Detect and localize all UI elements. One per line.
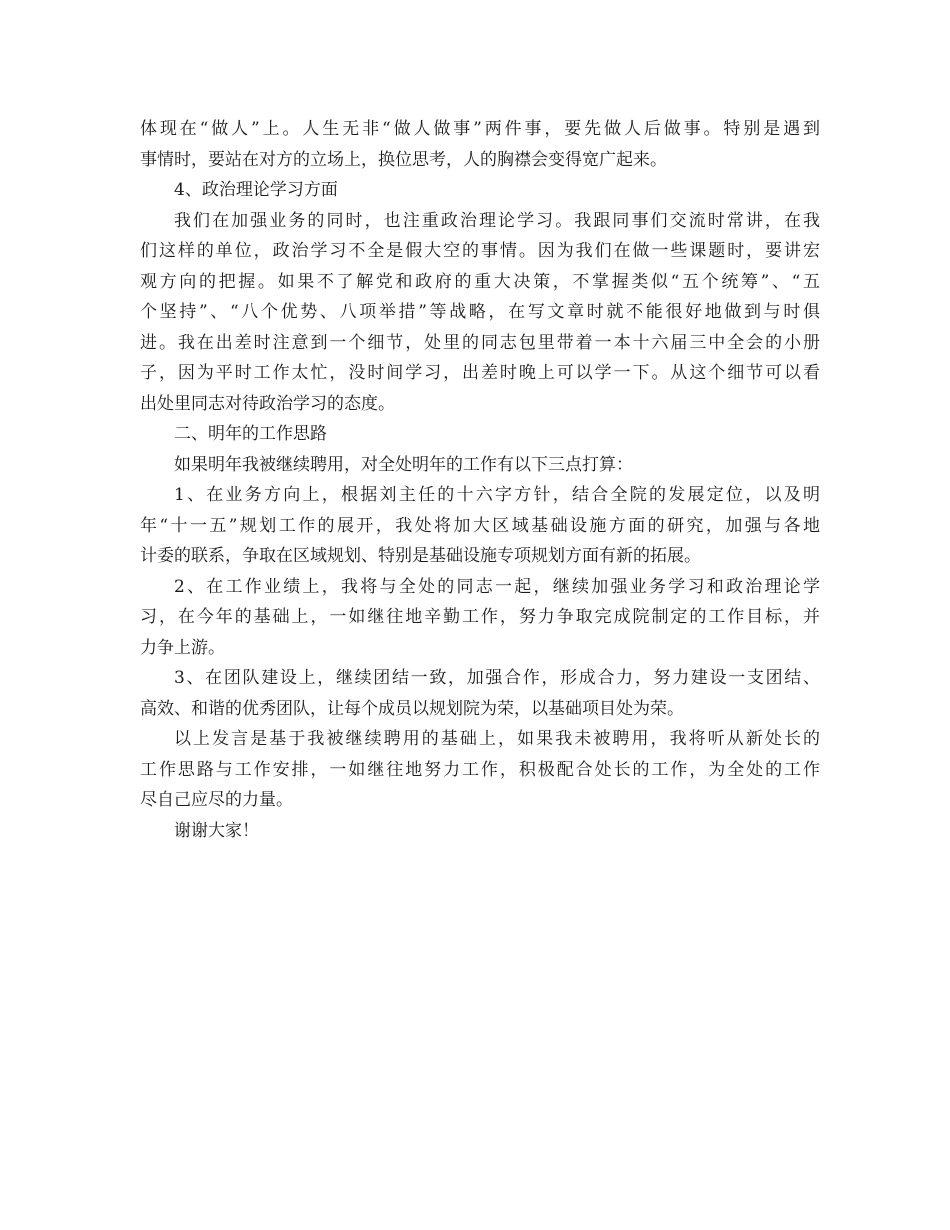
- text-line: 进。我在出差时注意到一个细节，处里的同志包里带着一本十六届三中全会的小册: [140, 332, 820, 353]
- text-line: 体现在“做人”上。人生无非“做人做事”两件事，要先做人后做事。特别是遇到: [140, 119, 820, 139]
- text-line: 我们在加强业务的同时，也注重政治理论学习。我跟同事们交流时常讲，在我: [174, 210, 820, 231]
- text-line: 子，因为平时工作太忙，没时间学习，出差时晚上可以学一下。从这个细节可以看: [140, 363, 820, 383]
- text-line: 如果明年我被继续聘用，对全处明年的工作有以下三点打算：: [174, 454, 633, 475]
- closing-line: 谢谢大家！: [174, 820, 259, 841]
- text-line: 计委的联系，争取在区域规划、特别是基础设施专项规划方面有新的拓展。: [140, 546, 701, 566]
- text-line: 习，在今年的基础上，一如继往地辛勤工作，努力争取完成院制定的工作目标，并: [140, 607, 820, 627]
- text-line: 工作思路与工作安排，一如继往地努力工作，积极配合处长的工作，为全处的工作: [140, 759, 820, 780]
- document-body: [140, 114, 820, 846]
- text-line: 高效、和谐的优秀团队，让每个成员以规划院为荣，以基础项目处为荣。: [140, 698, 684, 719]
- section-heading: 二、明年的工作思路: [174, 424, 327, 444]
- text-line: 们这样的单位，政治学习不全是假大空的事情。因为我们在做一些课题时，要讲宏: [140, 241, 820, 261]
- text-line: 出处里同志对待政治学习的态度。: [140, 393, 395, 414]
- text-line: 年“十一五”规划工作的展开，我处将加大区域基础设施方面的研究，加强与各地: [140, 515, 820, 536]
- text-line: 以上发言是基于我被继续聘用的基础上，如果我未被聘用，我将听从新处长的: [174, 729, 820, 749]
- text-line: 力争上游。: [140, 637, 225, 658]
- text-line: 观方向的把握。如果不了解党和政府的重大决策，不掌握类似“五个统筹”、“五: [140, 271, 820, 292]
- text-line: 事情时，要站在对方的立场上，换位思考，人的胸襟会变得宽广起来。: [140, 149, 667, 170]
- section-heading: 4、政治理论学习方面: [174, 180, 338, 200]
- text-line: 个坚持”、“八个优势、八项举措”等战略，在写文章时就不能很好地做到与时俱: [140, 302, 820, 322]
- text-line: 1、在业务方向上，根据刘主任的十六字方针，结合全院的发展定位，以及明: [174, 485, 820, 505]
- text-line: 尽自己应尽的力量。: [140, 790, 293, 810]
- text-line: 3、在团队建设上，继续团结一致，加强合作，形成合力，努力建设一支团结、: [174, 668, 820, 688]
- text-line: 2、在工作业绩上，我将与全处的同志一起，继续加强业务学习和政治理论学: [174, 576, 820, 597]
